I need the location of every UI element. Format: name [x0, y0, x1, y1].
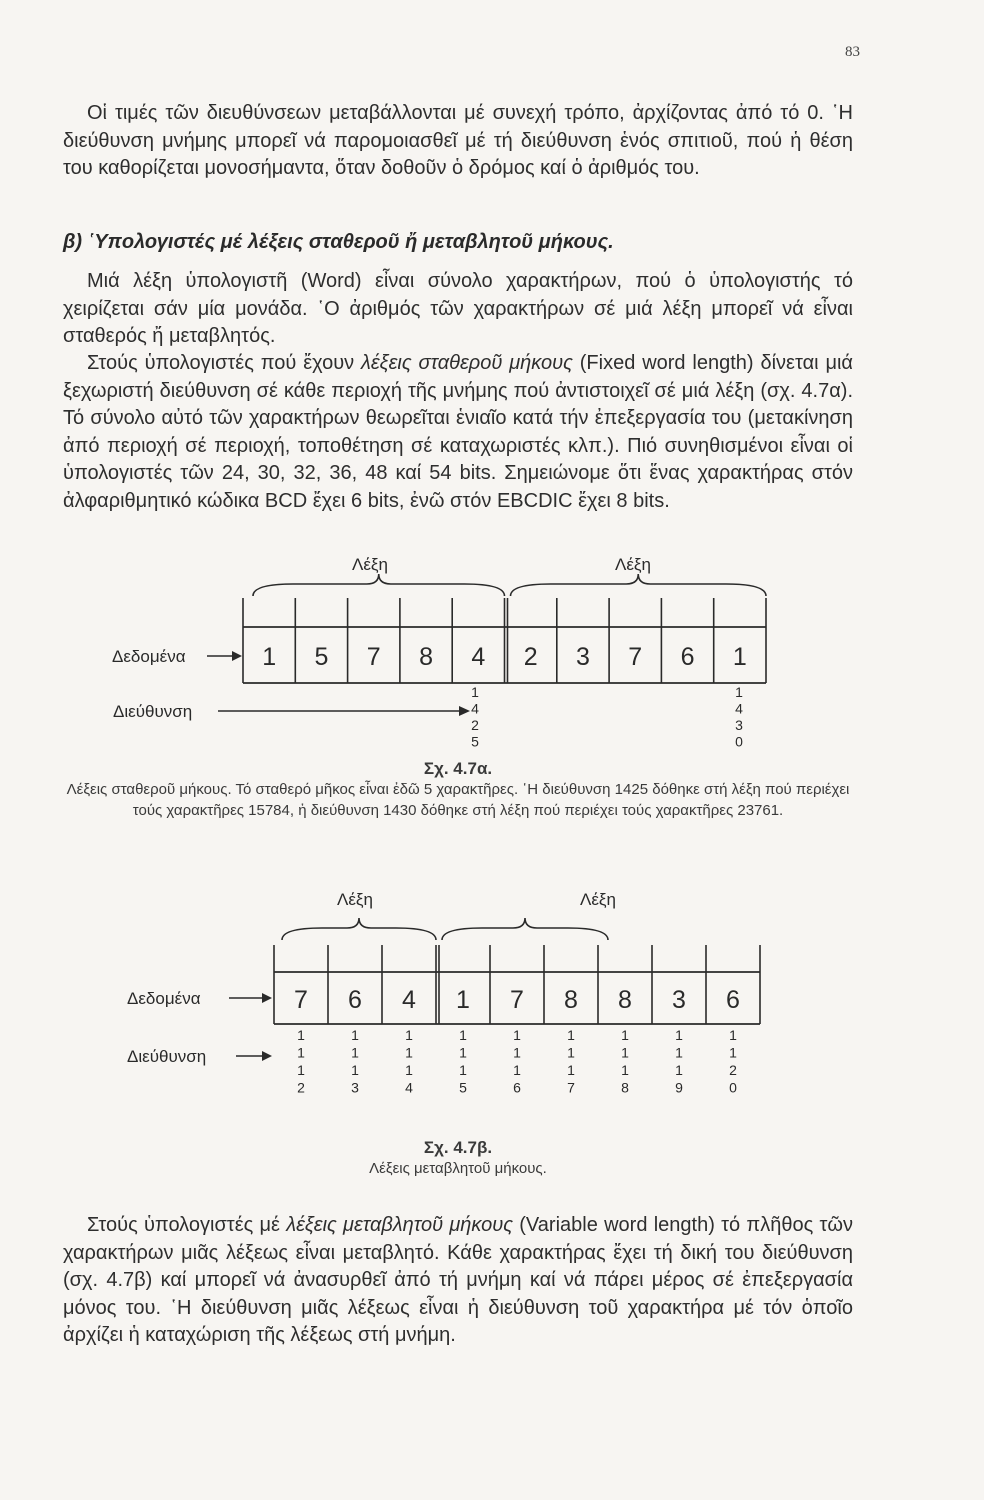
fig-b-cell-value: 8	[618, 986, 632, 1014]
fig-b-data-label: Δεδομένα	[127, 989, 201, 1008]
fig-a-address-digit: 2	[471, 717, 479, 733]
paragraph-variable-pre: Στούς ὑπολογιστές μέ	[87, 1214, 287, 1236]
fig-a-data-label: Δεδομένα	[112, 647, 186, 666]
fig-b-address-digit: 1	[729, 1027, 737, 1043]
fig-b-address-digit: 1	[513, 1044, 521, 1061]
paragraph-variable-text	[63, 1212, 853, 1350]
fig-b-address-digit: 1	[567, 1044, 575, 1061]
paragraph-fixed-term: λέξεις σταθεροῦ μήκους	[361, 352, 573, 374]
fig-a-cell-value: 4	[471, 643, 486, 671]
fig-b-address-digit: 1	[621, 1027, 629, 1043]
fig-b-address-digit: 1	[297, 1044, 305, 1061]
figure-b-caption-title: Σχ. 4.7β.	[423, 1138, 493, 1157]
fig-b-address-digit: 1	[459, 1062, 467, 1078]
fig-b-address-digit: 7	[567, 1079, 575, 1096]
fig-b-address-digit: 1	[405, 1044, 413, 1061]
fig-b-address-digit: 6	[513, 1079, 521, 1096]
fig-a-cell-value: 5	[314, 643, 329, 671]
fig-b-word-label: Λέξη	[579, 890, 617, 909]
figure-variable-length	[0, 885, 984, 1130]
fig-b-word-label: Λέξη	[336, 890, 374, 909]
intro-paragraph	[63, 100, 853, 183]
page-number: 83	[845, 44, 860, 60]
fig-b-cell-value: 6	[726, 986, 740, 1014]
fig-b-address-digit: 1	[513, 1062, 521, 1078]
paragraph-fixed	[63, 350, 853, 515]
fig-a-address-arrowhead	[459, 706, 470, 716]
fig-b-address-arrowhead	[262, 1051, 272, 1061]
fig-b-word-brace	[282, 918, 436, 940]
fig-b-address-digit: 4	[405, 1079, 413, 1096]
fig-a-address-digit: 4	[735, 700, 743, 717]
paragraph-variable-term: λέξεις μεταβλητοῦ μήκους	[286, 1214, 513, 1236]
fig-b-address-digit: 8	[621, 1079, 629, 1096]
fig-b-address-digit: 1	[459, 1044, 467, 1061]
fig-a-cell-value: 8	[419, 643, 434, 671]
fig-a-cell-value: 1	[732, 643, 747, 671]
fig-a-address-digit: 1	[735, 684, 743, 700]
figure-a-caption-title: Σχ. 4.7α.	[423, 759, 493, 778]
figure-a-drawing	[112, 555, 766, 750]
fig-b-address-digit: 1	[405, 1062, 413, 1078]
figure-b-caption-text: Λέξεις μεταβλητοῦ μήκους.	[369, 1160, 547, 1177]
fig-a-address-digit: 5	[471, 733, 479, 750]
fig-b-address-digit: 1	[351, 1044, 359, 1061]
fig-b-address-digit: 2	[297, 1079, 305, 1096]
paragraph-fixed-post: (Fixed word length) δίνεται μιά ξεχωριστή διεύθυνση σέ κάθε περιοχή τῆς μνήμης πού ἀντιστοιχεῖ σέ μιά λέξη (σχ. 4.7α). Τό σύνολο αὐτό τῶν χαρακτήρων θεωρεῖται ἑνιαῖο κατά τήν ἐπεξεργασία του (μετακίνηση ἀπό περιοχή σέ περιοχή, τοποθέτηση σέ καταχωριστές κλπ.). Πιό συνηθισμένοι εἶναι οἱ ὑπολογιστές τῶν 24, 30, 32, 36, 48 καί 54 bits. Σημειώνομε ὅτι ἕνας χαρακτήρας στόν ἀλφαριθμητικό κώδικα BCD ἔχει 6 bits, ἐνῶ στόν EBCDIC ἔχει 8 bits.	[63, 352, 853, 512]
fig-b-address-digit: 1	[459, 1027, 467, 1043]
fig-b-address-digit: 1	[621, 1062, 629, 1078]
fig-b-address-digit: 1	[729, 1044, 737, 1061]
fig-b-address-digit: 1	[351, 1027, 359, 1043]
fig-b-address-digit: 1	[567, 1027, 575, 1043]
fig-b-address-digit: 9	[675, 1079, 683, 1096]
fig-b-address-digit: 1	[513, 1027, 521, 1043]
fig-b-address-digit: 3	[351, 1079, 359, 1096]
fig-b-address-digit: 0	[729, 1079, 737, 1096]
fig-a-cell-value: 2	[523, 643, 538, 671]
fig-b-address-digit: 2	[729, 1062, 737, 1078]
fig-b-cell-value: 3	[672, 986, 686, 1014]
fig-b-address-digit: 1	[297, 1062, 305, 1078]
figure-fixed-length	[0, 548, 984, 778]
section-heading: β) ῾Υπολογιστές μέ λέξεις σταθεροῦ ἤ μεταβλητοῦ μήκους.	[63, 231, 614, 253]
figure-b-drawing	[127, 890, 760, 1096]
fig-a-cell-value: 3	[575, 643, 590, 671]
fig-a-word-label: Λέξη	[614, 555, 652, 574]
fig-a-address-label: Διεύθυνση	[113, 702, 193, 721]
fig-a-word-label: Λέξη	[351, 555, 389, 574]
fig-b-address-digit: 1	[675, 1044, 683, 1061]
fig-b-cell-value: 7	[294, 986, 308, 1014]
fig-b-address-digit: 1	[675, 1062, 683, 1078]
figure-a-caption-text: Λέξεις σταθεροῦ μήκους. Τό σταθερό μῆκος εἶναι ἐδῶ 5 χαρακτῆρες. ῾Η διεύθυνση 1425 δόθηκε στή λέξη πού περιέχει τούς χαρακτῆρες 15784, ἡ διεύθυνση 1430 δόθηκε στή λέξη πού περιέχει τούς χαρακτῆρες 23761.	[66, 781, 850, 819]
fig-b-address-digit: 1	[297, 1027, 305, 1043]
fig-b-address-digit: 1	[405, 1027, 413, 1043]
fig-b-address-digit: 1	[621, 1044, 629, 1061]
fig-a-address-digit: 1	[471, 684, 479, 700]
fig-b-cell-value: 6	[348, 986, 362, 1014]
fig-b-address-digit: 1	[675, 1027, 683, 1043]
fig-a-address-digit: 0	[735, 733, 743, 750]
fig-a-address-digit: 3	[735, 717, 743, 733]
paragraph-word	[63, 268, 853, 351]
fig-b-data-arrowhead	[262, 993, 272, 1003]
fig-b-address-digit: 1	[567, 1062, 575, 1078]
fig-a-cell-value: 1	[262, 643, 277, 671]
fig-a-word-brace	[511, 574, 767, 596]
paragraph-fixed-text	[63, 350, 853, 515]
fig-b-address-digit: 1	[351, 1062, 359, 1078]
paragraph-variable-post: (Variable word length) τό πλῆθος τῶν χαρακτήρων μιᾶς λέξεως εἶναι μεταβλητό. Κάθε χαρακτήρας ἔχει τή δική του διεύθυνση (σχ. 4.7β) καί μπορεῖ νά ἀνασυρθεῖ ἀπό τή μνήμη καί νά πάρει μέρος σέ ἐπεξεργασία μόνος του. ῾Η διεύθυνση μιᾶς λέξεως εἶναι ἡ διεύθυνση τοῦ χαρακτήρα μέ τόν ὁποῖο ἀρχίζει ἡ καταχώριση τῆς λέξεως στή μνήμη.	[63, 1214, 854, 1346]
fig-b-cell-value: 7	[510, 986, 524, 1014]
fig-b-address-label: Διεύθυνση	[127, 1047, 207, 1066]
fig-b-cell-value: 4	[402, 986, 416, 1014]
fig-a-address-digit: 4	[471, 700, 479, 717]
fig-a-cell-value: 7	[628, 643, 643, 671]
figure-a-caption	[63, 758, 853, 821]
figure-b-caption	[63, 1137, 853, 1179]
intro-text: Οἱ τιμές τῶν διευθύνσεων μεταβάλλονται μέ συνεχή τρόπο, ἀρχίζοντας ἀπό τό 0. ῾Η διεύθυνση μνήμης μπορεῖ νά παρομοιασθεῖ μέ τή διεύθυνση ἑνός σπιτιοῦ, πού ἡ θέση του καθορίζεται μονοσήμαντα, ὅταν δοθοῦν ὁ δρόμος καί ὁ ἀριθμός του.	[63, 102, 853, 179]
paragraph-word-text: Μιά λέξη ὑπολογιστῆ (Word) εἶναι σύνολο χαρακτήρων, πού ὁ ὑπολογιστής τό χειρίζεται σάν μία μονάδα. ῾Ο ἀριθμός τῶν χαρακτήρων σέ μιά λέξη μπορεῖ νά εἶναι σταθερός ἤ μεταβλητός.	[63, 270, 853, 347]
paragraph-variable	[63, 1212, 853, 1350]
fig-b-word-brace	[442, 918, 608, 940]
fig-b-cell-value: 1	[456, 986, 470, 1014]
fig-b-address-digit: 5	[459, 1079, 467, 1096]
fig-a-data-arrowhead	[232, 651, 242, 661]
fig-b-cell-value: 8	[564, 986, 578, 1014]
fig-a-word-brace	[253, 574, 505, 596]
fig-a-cell-value: 7	[366, 643, 381, 671]
paragraph-fixed-pre: Στούς ὑπολογιστές πού ἔχουν	[87, 352, 362, 374]
fig-a-cell-value: 6	[680, 643, 695, 671]
